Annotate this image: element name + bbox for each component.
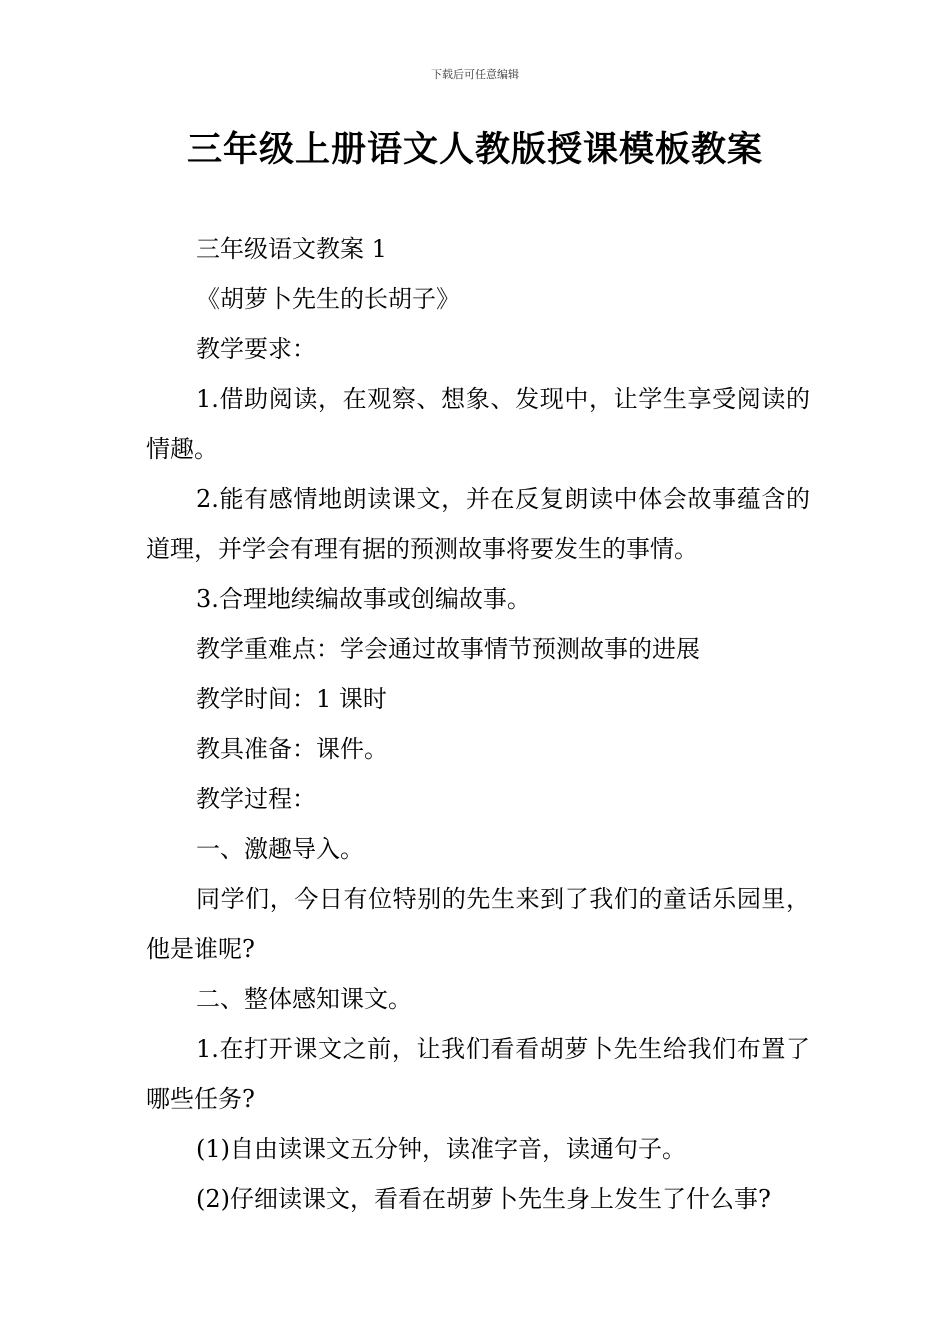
paragraph: 2.能有感情地朗读课文，并在反复朗读中体会故事蕴含的道理，并学会有理有据的预测故事将要发生的事情。 [146, 485, 810, 563]
paragraph: (2)仔细读课文，看看在胡萝卜先生身上发生了什么事? [196, 1185, 771, 1213]
document-title: 三年级上册语文人教版授课模板教案 [186, 130, 763, 170]
paragraph: 同学们，今日有位特别的先生来到了我们的童话乐园里，他是谁呢? [146, 885, 810, 963]
document-body [146, 224, 810, 1224]
paragraph: 1.在打开课文之前，让我们看看胡萝卜先生给我们布置了哪些任务? [146, 1035, 810, 1113]
paragraph: 教具准备：课件。 [196, 735, 388, 763]
paragraph: 一、激趣导入。 [196, 835, 364, 863]
paragraph: 教学过程： [196, 785, 316, 813]
paragraph: 教学要求： [196, 335, 316, 363]
paragraph: 3.合理地续编故事或创编故事。 [196, 585, 531, 613]
paragraph: 教学时间：1 课时 [196, 685, 387, 713]
header-note: 下载后可任意编辑 [431, 68, 519, 81]
paragraph: (1)自由读课文五分钟，读准字音，读通句子。 [196, 1135, 686, 1163]
paragraph: 教学重难点：学会通过故事情节预测故事的进展 [196, 635, 700, 663]
paragraph: 1.借助阅读，在观察、想象、发现中，让学生享受阅读的情趣。 [146, 385, 810, 463]
paragraph: 《胡萝卜先生的长胡子》 [196, 285, 460, 313]
paragraph: 二、整体感知课文。 [196, 985, 412, 1013]
paragraph: 三年级语文教案 1 [196, 235, 387, 263]
